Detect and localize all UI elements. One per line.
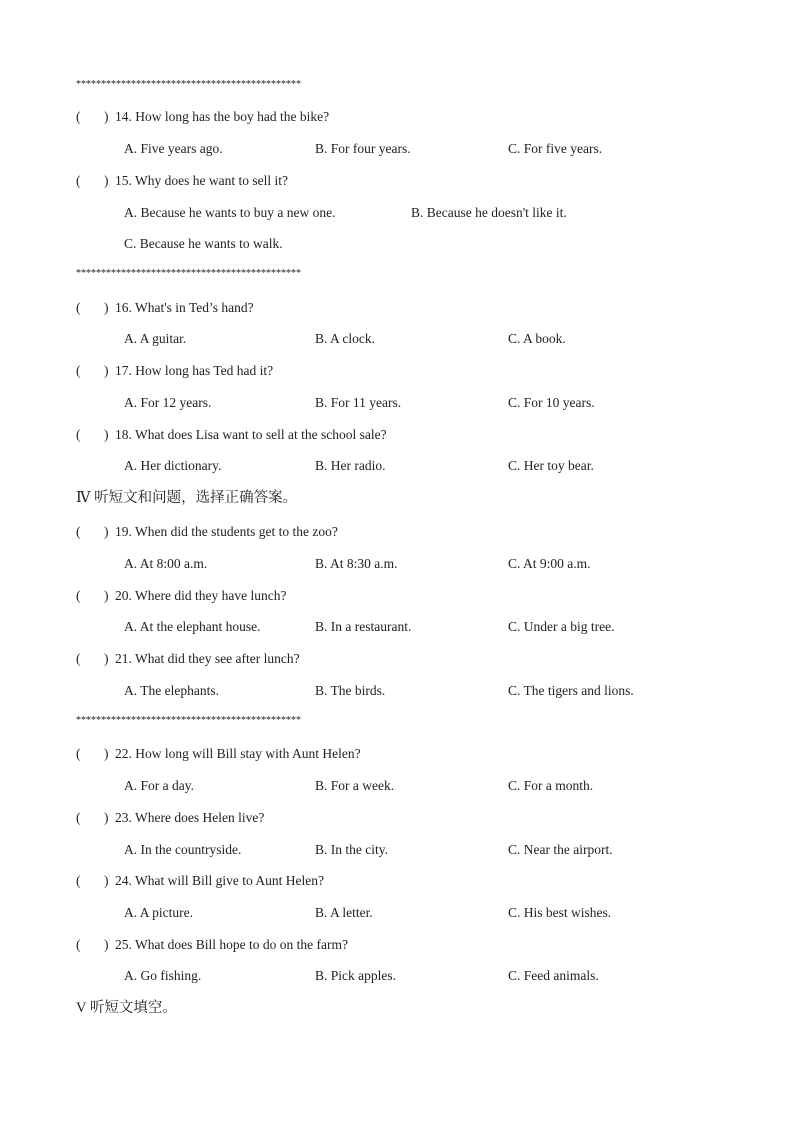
options-24	[0, 903, 794, 923]
option-a: A. For a day.	[124, 778, 194, 793]
option-c: C. The tigers and lions.	[508, 683, 634, 698]
answer-blank-open: (	[76, 524, 81, 539]
option-c: C. A book.	[508, 331, 566, 346]
separator-line: *********************************************	[76, 268, 301, 279]
separator-line: *********************************************	[76, 715, 301, 726]
answer-blank-open: (	[76, 363, 81, 378]
answer-blank-open: (	[76, 300, 81, 315]
options-23	[0, 840, 794, 860]
option-a: A. Her dictionary.	[124, 458, 222, 473]
option-c: C. For a month.	[508, 778, 594, 793]
answer-blank-open: (	[76, 109, 81, 124]
options-16	[0, 329, 794, 349]
question-text: 14. How long has the boy had the bike?	[115, 109, 330, 124]
options-15	[0, 203, 794, 223]
option-b: B. Because he doesn't like it.	[411, 205, 567, 220]
options-18	[0, 456, 794, 476]
answer-blank-close: )	[104, 300, 109, 315]
question-text: 23. Where does Helen live?	[115, 810, 265, 825]
options-14	[0, 139, 794, 159]
answer-blank-open: (	[76, 651, 81, 666]
option-b: B. A letter.	[315, 905, 373, 920]
option-a: A. In the countryside.	[124, 842, 242, 857]
option-a: A. For 12 years.	[124, 395, 212, 410]
question-text: 18. What does Lisa want to sell at the school sale?	[115, 427, 387, 442]
option-b: B. Pick apples.	[315, 968, 396, 983]
option-c: C. For five years.	[508, 141, 603, 156]
option-b: B. For four years.	[315, 141, 411, 156]
option-b: B. A clock.	[315, 331, 375, 346]
option-c: C. At 9:00 a.m.	[508, 556, 591, 571]
answer-blank-open: (	[76, 810, 81, 825]
answer-blank-open: (	[76, 873, 81, 888]
option-a: A. A guitar.	[124, 331, 187, 346]
option-b: B. For 11 years.	[315, 395, 402, 410]
option-b: B. In the city.	[315, 842, 388, 857]
option-c: C. His best wishes.	[508, 905, 612, 920]
question-text: 16. What's in Ted’s hand?	[115, 300, 254, 315]
answer-blank-open: (	[76, 937, 81, 952]
options-25	[0, 966, 794, 986]
option-a: A. The elephants.	[124, 683, 219, 698]
answer-blank-close: )	[104, 873, 109, 888]
answer-blank-close: )	[104, 746, 109, 761]
option-b: B. At 8:30 a.m.	[315, 556, 398, 571]
answer-blank-open: (	[76, 588, 81, 603]
answer-blank-close: )	[104, 173, 109, 188]
options-17	[0, 393, 794, 413]
option-c: C. Her toy bear.	[508, 458, 594, 473]
option-b: B. Her radio.	[315, 458, 386, 473]
options-21	[0, 681, 794, 701]
answer-blank-close: )	[104, 588, 109, 603]
option-a: A. A picture.	[124, 905, 193, 920]
answer-blank-open: (	[76, 427, 81, 442]
option-a: A. Because he wants to buy a new one.	[124, 205, 336, 220]
question-text: 24. What will Bill give to Aunt Helen?	[115, 873, 324, 888]
answer-blank-close: )	[104, 937, 109, 952]
question-text: 25. What does Bill hope to do on the farm?	[115, 937, 348, 952]
section-heading-iv: Ⅳ 听短文和问题，选择正确答案。	[76, 490, 298, 506]
option-b: B. In a restaurant.	[315, 619, 412, 634]
option-c: C. Near the airport.	[508, 842, 613, 857]
answer-blank-open: (	[76, 746, 81, 761]
answer-blank-open: (	[76, 173, 81, 188]
option-a: A. At 8:00 a.m.	[124, 556, 208, 571]
options-20	[0, 617, 794, 637]
answer-blank-close: )	[104, 524, 109, 539]
answer-blank-close: )	[104, 363, 109, 378]
option-a: A. At the elephant house.	[124, 619, 261, 634]
question-text: 19. When did the students get to the zoo?	[115, 524, 338, 539]
answer-blank-close: )	[104, 109, 109, 124]
question-text: 20. Where did they have lunch?	[115, 588, 287, 603]
option-c: C. Feed animals.	[508, 968, 599, 983]
option-a: A. Five years ago.	[124, 141, 223, 156]
question-text: 15. Why does he want to sell it?	[115, 173, 288, 188]
option-b: B. For a week.	[315, 778, 395, 793]
answer-blank-close: )	[104, 810, 109, 825]
question-text: 21. What did they see after lunch?	[115, 651, 300, 666]
option-c: C. Under a big tree.	[508, 619, 615, 634]
section-heading-v: V 听短文填空。	[76, 1000, 177, 1016]
separator-line: *********************************************	[76, 79, 301, 90]
question-text: 17. How long has Ted had it?	[115, 363, 274, 378]
option-a: A. Go fishing.	[124, 968, 202, 983]
option-c: C. Because he wants to walk.	[124, 236, 283, 251]
option-b: B. The birds.	[315, 683, 386, 698]
question-text: 22. How long will Bill stay with Aunt Helen?	[115, 746, 361, 761]
answer-blank-close: )	[104, 651, 109, 666]
option-c: C. For 10 years.	[508, 395, 595, 410]
answer-blank-close: )	[104, 427, 109, 442]
options-15-row2	[0, 234, 794, 254]
options-22	[0, 776, 794, 796]
options-19	[0, 554, 794, 574]
